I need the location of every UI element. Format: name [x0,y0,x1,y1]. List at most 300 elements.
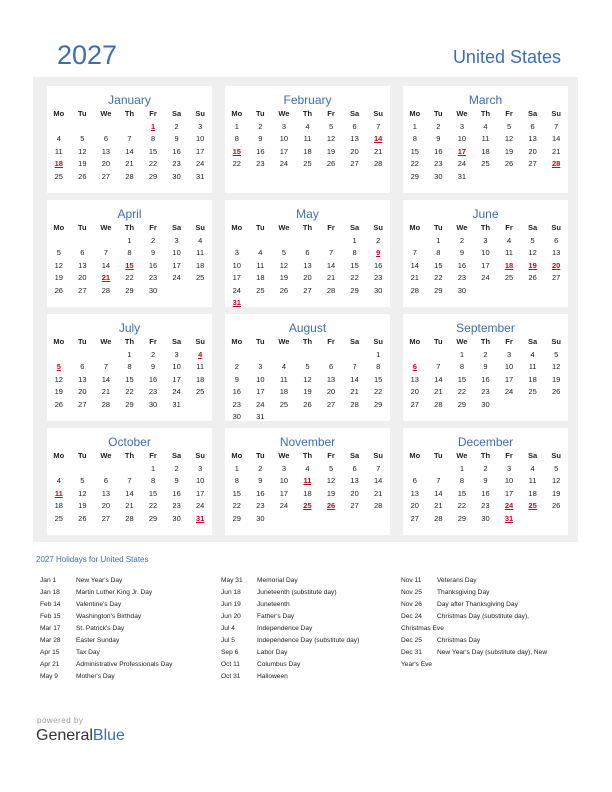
weekday-header: Tu [78,337,87,346]
month-day-grid [225,108,390,171]
empty-cell [94,463,118,476]
holiday-name: Valentine's Day [76,601,122,608]
generalblue-logo[interactable] [36,727,125,745]
day-cell: 10 [172,248,181,257]
day-cell: 24 [172,273,181,282]
empty-cell [403,235,427,248]
holiday-name: Thanksgiving Day [437,589,490,596]
day-cell: 22 [125,387,134,396]
day-cell: 6 [352,463,357,473]
day-cell: 19 [78,501,87,510]
weekday-header: Mo [231,451,243,460]
holiday-day-cell: 18 [54,159,63,168]
holiday-date: May 31 [221,577,243,584]
day-cell: 5 [328,121,334,131]
day-cell: 4 [483,121,488,131]
day-cell: 11 [256,260,265,270]
day-cell: 15 [434,260,443,270]
month-name: June [472,207,499,221]
calendar-year-title: 2027 [57,40,118,70]
holiday-name: Christmas Eve [401,625,444,632]
holiday-day-cell: 14 [373,134,383,143]
day-cell: 5 [80,134,85,143]
day-cell: 28 [101,399,111,409]
weekday-header: Mo [409,337,421,346]
day-cell: 26 [551,387,561,396]
day-cell: 31 [256,412,265,421]
day-cell: 16 [256,488,265,498]
holiday-row [401,599,576,611]
day-cell: 29 [410,171,419,181]
day-cell: 2 [258,121,263,131]
day-cell: 11 [481,134,490,143]
weekday-header: Mo [53,223,65,232]
day-cell: 24 [232,285,241,295]
day-cell: 30 [172,513,181,523]
day-cell: 26 [326,159,336,168]
day-cell: 29 [457,399,467,409]
day-cell: 8 [150,134,156,143]
weekday-header: Fr [505,109,513,118]
day-cell: 14 [434,488,443,498]
weekday-header: Sa [528,223,538,232]
day-cell: 30 [148,399,158,409]
day-cell: 14 [101,260,111,270]
day-cell: 14 [410,260,419,270]
holiday-date: Oct 31 [221,673,241,680]
day-cell: 12 [279,260,289,270]
day-cell: 22 [148,501,158,510]
day-cell: 16 [232,387,241,396]
holiday-day-cell: 31 [504,513,514,523]
holiday-row [40,647,210,659]
day-cell: 12 [54,260,63,270]
month-february [225,86,390,193]
holiday-row [221,587,396,599]
day-cell: 15 [373,374,383,384]
day-cell: 26 [279,285,289,295]
day-cell: 5 [56,248,61,257]
empty-cell [319,349,343,362]
day-cell: 12 [504,134,514,143]
day-cell: 25 [256,285,265,295]
holiday-day-cell: 15 [125,260,134,270]
holiday-name: Mother's Day [76,673,115,680]
empty-cell [71,463,95,476]
holiday-date: Feb 15 [40,613,61,620]
day-cell: 3 [234,248,239,257]
day-cell: 30 [148,285,158,295]
day-cell: 25 [195,387,205,396]
day-cell: 21 [373,146,383,156]
day-cell: 23 [256,159,265,168]
day-cell: 27 [350,501,359,510]
holiday-row [221,659,396,671]
empty-cell [47,463,71,476]
day-cell: 12 [551,362,561,371]
empty-cell [403,349,427,362]
day-cell: 12 [326,476,336,485]
day-cell: 2 [174,121,179,131]
holiday-date: Nov 25 [401,589,422,596]
day-cell: 13 [78,374,87,384]
day-cell: 4 [530,349,535,359]
weekday-header: Mo [409,451,421,460]
day-cell: 27 [101,513,111,523]
day-cell: 27 [528,159,537,168]
day-cell: 26 [504,159,514,168]
day-cell: 28 [350,399,359,409]
day-cell: 28 [373,501,383,510]
holiday-row [401,611,576,623]
day-cell: 16 [481,374,490,384]
day-cell: 14 [101,374,111,384]
country-name: United States [452,47,561,67]
empty-cell [94,121,118,134]
day-cell: 25 [528,387,537,396]
weekday-header: Sa [528,337,538,346]
day-cell: 21 [410,273,419,282]
day-cell: 18 [528,488,537,498]
day-cell: 29 [434,285,443,295]
weekday-header: Mo [53,451,65,460]
day-cell: 15 [125,374,134,384]
day-cell: 9 [174,134,179,143]
day-cell: 22 [457,387,467,396]
day-cell: 27 [101,171,111,181]
holiday-day-cell: 26 [326,501,336,510]
month-march [403,86,568,193]
day-cell: 10 [256,374,265,384]
day-cell: 8 [234,134,239,143]
day-cell: 16 [457,260,467,270]
weekday-header: Th [124,337,135,346]
day-cell: 17 [232,273,241,282]
holiday-day-cell: 4 [198,349,203,359]
holidays-list-title: 2027 Holidays for United States [36,555,149,564]
day-cell: 7 [328,248,334,257]
day-cell: 9 [234,374,239,384]
day-cell: 2 [150,235,156,245]
holiday-name: Year's Eve [401,661,433,668]
holiday-date: Nov 26 [401,601,422,608]
day-cell: 27 [326,399,336,409]
day-cell: 6 [412,476,417,485]
day-cell: 23 [256,501,265,510]
month-august [225,314,390,421]
day-cell: 17 [504,374,514,384]
day-cell: 30 [434,171,443,181]
day-cell: 3 [506,463,512,473]
day-cell: 13 [528,134,537,143]
holiday-day-cell: 17 [457,146,467,156]
day-cell: 28 [125,513,134,523]
holiday-row [401,647,576,659]
day-cell: 7 [376,463,381,473]
day-cell: 13 [78,260,87,270]
day-cell: 1 [436,235,441,245]
holiday-date: Jun 19 [221,601,241,608]
day-cell: 26 [78,513,87,523]
month-name: March [468,93,503,107]
day-cell: 13 [101,146,111,156]
day-cell: 28 [434,513,443,523]
day-cell: 1 [127,349,132,359]
day-cell: 1 [376,349,381,359]
holiday-name: New Year's Day (substitute day), New [437,649,548,656]
month-name: July [118,321,141,335]
holiday-date: Jul 5 [221,637,235,644]
month-july [47,314,212,421]
day-cell: 18 [303,146,312,156]
month-january [47,86,212,193]
empty-cell [94,349,118,362]
day-cell: 3 [281,463,286,473]
weekday-header: Fr [327,451,335,460]
day-cell: 9 [258,134,263,143]
month-december [403,428,568,535]
day-cell: 16 [373,260,383,270]
day-cell: 25 [195,273,205,282]
day-cell: 21 [101,387,111,396]
day-cell: 20 [326,387,336,396]
weekday-header: We [278,223,290,232]
day-cell: 3 [459,121,464,131]
day-cell: 12 [78,488,87,498]
empty-cell [343,349,367,362]
day-cell: 7 [352,362,357,371]
weekday-header: Tu [434,451,443,460]
day-cell: 7 [127,134,132,143]
day-cell: 18 [481,146,490,156]
month-october [47,428,212,535]
day-cell: 27 [410,399,419,409]
weekday-header: Sa [350,337,360,346]
holiday-date: Jan 18 [40,589,60,596]
holiday-date: May 9 [40,673,58,680]
weekday-header: Tu [434,109,443,118]
day-cell: 2 [234,362,239,371]
day-cell: 13 [551,248,561,257]
day-cell: 3 [483,235,488,245]
day-cell: 8 [436,248,441,257]
day-cell: 15 [410,146,419,156]
weekday-header: Th [480,109,491,118]
holiday-row [40,635,210,647]
day-cell: 22 [434,273,443,282]
day-cell: 10 [232,260,241,270]
day-cell: 18 [54,501,63,510]
day-cell: 31 [195,171,205,181]
day-cell: 20 [303,273,312,282]
day-cell: 5 [554,463,559,473]
holiday-name: Veterans Day [437,577,477,584]
holiday-row [40,611,210,623]
day-cell: 11 [528,362,537,371]
weekday-header: Su [195,223,205,232]
holiday-date: Mar 28 [40,637,61,644]
holiday-day-cell: 11 [303,476,312,485]
month-day-grid [47,108,212,183]
brand-blue: Blue [92,727,125,744]
day-cell: 19 [78,159,87,168]
day-cell: 22 [373,387,383,396]
holiday-row [40,599,210,611]
day-cell: 5 [80,476,85,485]
day-cell: 14 [125,146,134,156]
empty-cell [47,235,71,248]
empty-cell [427,463,451,476]
day-cell: 15 [232,488,241,498]
day-cell: 2 [436,121,441,131]
empty-cell [47,121,71,134]
day-cell: 6 [80,362,85,371]
day-cell: 4 [506,235,512,245]
holiday-day-cell: 31 [232,298,241,307]
weekday-header: Tu [256,451,265,460]
day-cell: 21 [551,146,561,156]
month-november [225,428,390,535]
weekday-header: Th [302,223,313,232]
weekday-header: Th [124,109,135,118]
day-cell: 10 [195,476,205,485]
day-cell: 24 [279,501,289,510]
day-cell: 13 [410,374,419,384]
day-cell: 6 [328,362,334,371]
weekday-header: Mo [231,223,243,232]
day-cell: 13 [326,374,336,384]
day-cell: 27 [350,159,359,168]
holiday-day-cell: 20 [551,260,561,270]
holiday-day-cell: 15 [232,146,241,156]
day-cell: 16 [434,146,443,156]
day-cell: 2 [174,463,179,473]
day-cell: 6 [103,476,108,485]
weekday-header: Fr [327,223,335,232]
weekday-header: We [100,223,112,232]
day-cell: 8 [412,134,417,143]
empty-cell [403,463,427,476]
day-cell: 26 [54,399,63,409]
holiday-date: Dec 25 [401,637,422,644]
day-cell: 14 [373,476,383,485]
day-cell: 13 [101,488,111,498]
holiday-date: Dec 24 [401,613,422,620]
day-cell: 2 [150,349,156,359]
month-name: October [108,435,151,449]
day-cell: 1 [127,235,132,245]
day-cell: 2 [483,349,488,359]
weekday-header: Sa [528,109,538,118]
weekday-header: Fr [505,337,513,346]
day-cell: 6 [103,134,108,143]
day-cell: 4 [56,134,61,143]
day-cell: 2 [459,235,464,245]
holiday-name: Independence Day [257,625,313,632]
weekday-header: We [278,109,290,118]
weekday-header: Sa [350,223,360,232]
day-cell: 23 [434,159,443,168]
day-cell: 25 [303,159,312,168]
day-cell: 1 [459,349,464,359]
day-cell: 26 [78,171,87,181]
holiday-row [401,659,576,671]
holiday-name: Christmas Day [437,637,481,644]
weekday-header: Tu [256,337,265,346]
day-cell: 11 [505,248,513,257]
day-cell: 7 [376,121,381,131]
month-day-grid [225,222,390,310]
day-cell: 4 [56,476,61,485]
weekday-header: Fr [149,223,157,232]
day-cell: 26 [303,399,312,409]
holiday-row [221,575,396,587]
month-day-grid [225,336,390,424]
day-cell: 19 [303,387,312,396]
day-cell: 30 [256,513,265,523]
day-cell: 10 [504,476,514,485]
empty-cell [118,463,142,476]
day-cell: 12 [303,374,312,384]
day-cell: 10 [279,134,289,143]
day-cell: 22 [148,159,158,168]
day-cell: 12 [54,374,63,384]
day-cell: 15 [457,488,467,498]
holiday-row [221,647,396,659]
holiday-day-cell: 1 [150,121,156,131]
holiday-name: Administrative Professionals Day [76,661,173,668]
month-name: August [288,321,327,335]
day-cell: 25 [54,171,63,181]
day-cell: 5 [530,235,535,245]
holiday-name: Father's Day [257,613,295,620]
holiday-row [40,587,210,599]
day-cell: 3 [281,121,286,131]
day-cell: 22 [457,501,467,510]
day-cell: 19 [279,273,289,282]
day-cell: 8 [376,362,381,371]
day-cell: 12 [528,248,537,257]
empty-cell [319,235,343,248]
day-cell: 17 [172,374,181,384]
day-cell: 29 [232,513,241,523]
day-cell: 28 [326,285,336,295]
weekday-header: Su [373,337,383,346]
day-cell: 1 [459,463,464,473]
holiday-date: Feb 14 [40,601,61,608]
day-cell: 27 [551,273,561,282]
day-cell: 24 [481,273,490,282]
month-day-grid [403,336,568,411]
day-cell: 27 [303,285,312,295]
holiday-row [221,599,396,611]
month-day-grid [403,222,568,297]
day-cell: 5 [328,463,334,473]
empty-cell [296,349,320,362]
day-cell: 13 [410,488,419,498]
weekday-header: Fr [327,109,335,118]
day-cell: 8 [459,362,464,371]
day-cell: 28 [434,399,443,409]
holiday-date: Nov 11 [401,577,422,584]
day-cell: 18 [195,260,205,270]
weekday-header: Th [124,451,135,460]
day-cell: 18 [256,273,265,282]
day-cell: 28 [101,285,111,295]
holiday-name: St. Patrick's Day [76,625,125,632]
holiday-day-cell: 9 [376,248,381,257]
weekday-header: Sa [172,109,182,118]
